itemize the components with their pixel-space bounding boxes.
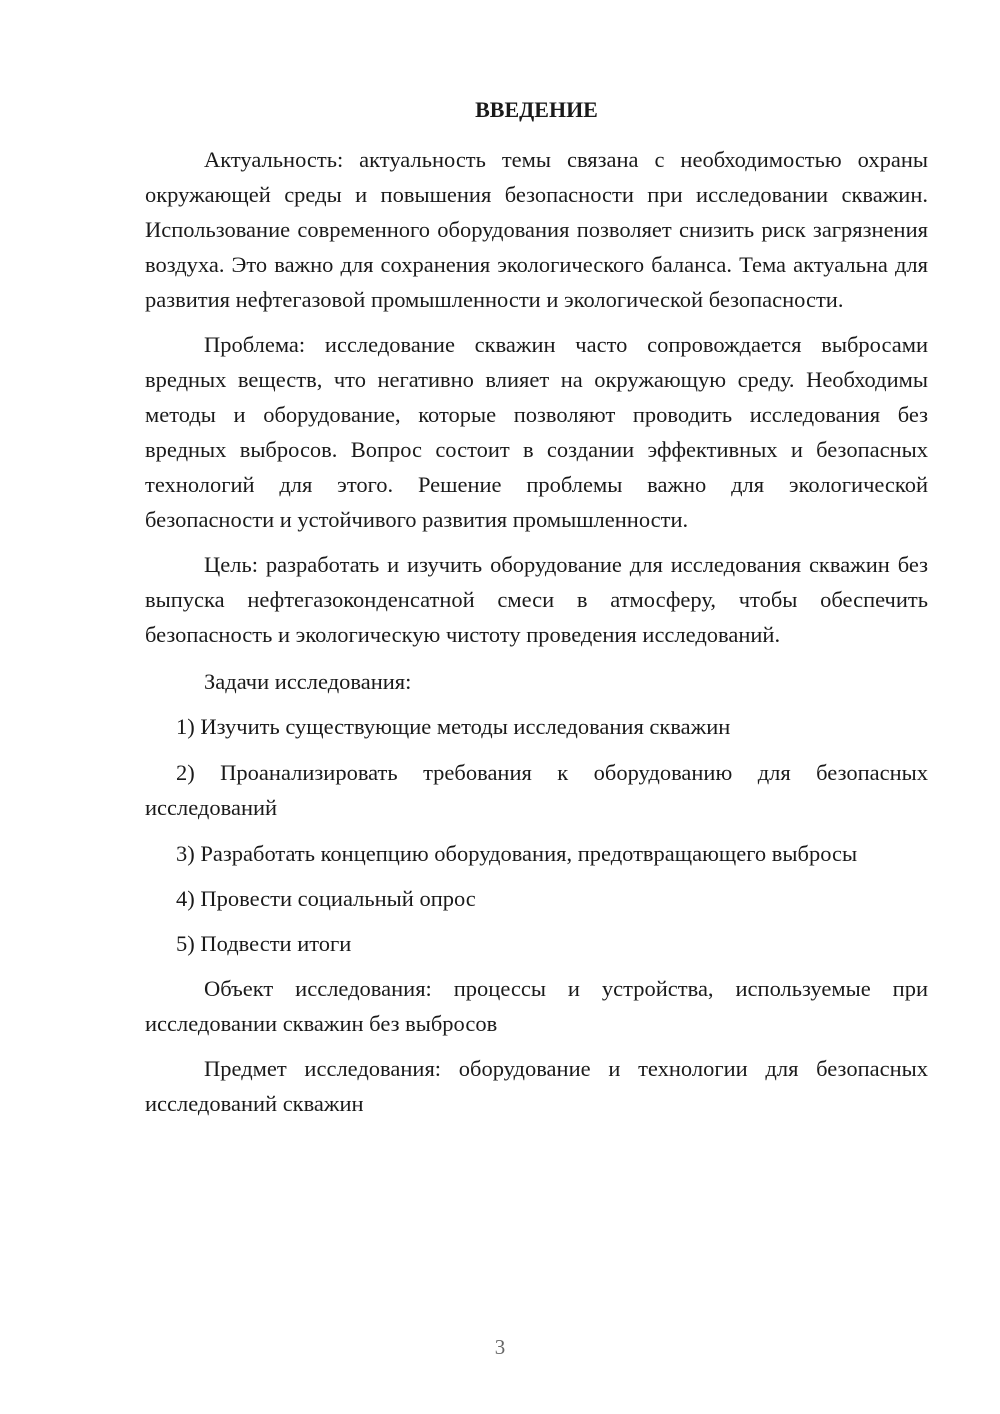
object-paragraph: Объект исследования: процессы и устройства, используемые при исследовании скважин без выбросов: [145, 976, 928, 1036]
problem-paragraph: Проблема: исследование скважин часто сопровождается выбросами вредных веществ, что негативно влияет на окружающую среду. Необходимы методы и оборудование, которые позволяют проводить исследования без вредных выбросов. Вопрос состоит в создании эффективных и безопасных технологий для этого. Решение проблемы важно для экологической безопасности и устойчивого развития промышленности.: [145, 332, 928, 532]
subject-paragraph: Предмет исследования: оборудование и технологии для безопасных исследований скважин: [145, 1056, 928, 1116]
task-item-4: 4) Провести социальный опрос: [176, 886, 476, 911]
tasks-heading: Задачи исследования:: [204, 669, 412, 694]
goal-paragraph: Цель: разработать и изучить оборудование для исследования скважин без выпуска нефтегазоконденсатной смеси в атмосферу, чтобы обеспечить безопасность и экологическую чистоту проведения исследований.: [145, 552, 928, 647]
relevance-paragraph: Актуальность: актуальность темы связана с необходимостью охраны окружающей среды и повышения безопасности при исследовании скважин. Использование современного оборудования позволяет снизить риск загрязнения воздуха. Это важно для сохранения экологического баланса. Тема актуальна для развития нефтегазовой промышленности и экологической безопасности.: [145, 147, 928, 312]
task-item-3: 3) Разработать концепцию оборудования, предотвращающего выбросы: [176, 841, 858, 866]
task-item-1: 1) Изучить существующие методы исследования скважин: [176, 714, 731, 739]
task-item-5: 5) Подвести итоги: [176, 931, 352, 956]
document-page: [145, 92, 928, 1121]
task-item-2: 2) Проанализировать требования к оборудованию для безопасных исследований: [145, 760, 928, 820]
page-title: ВВЕДЕНИЕ: [475, 97, 598, 122]
page-number: 3: [494, 1335, 506, 1359]
